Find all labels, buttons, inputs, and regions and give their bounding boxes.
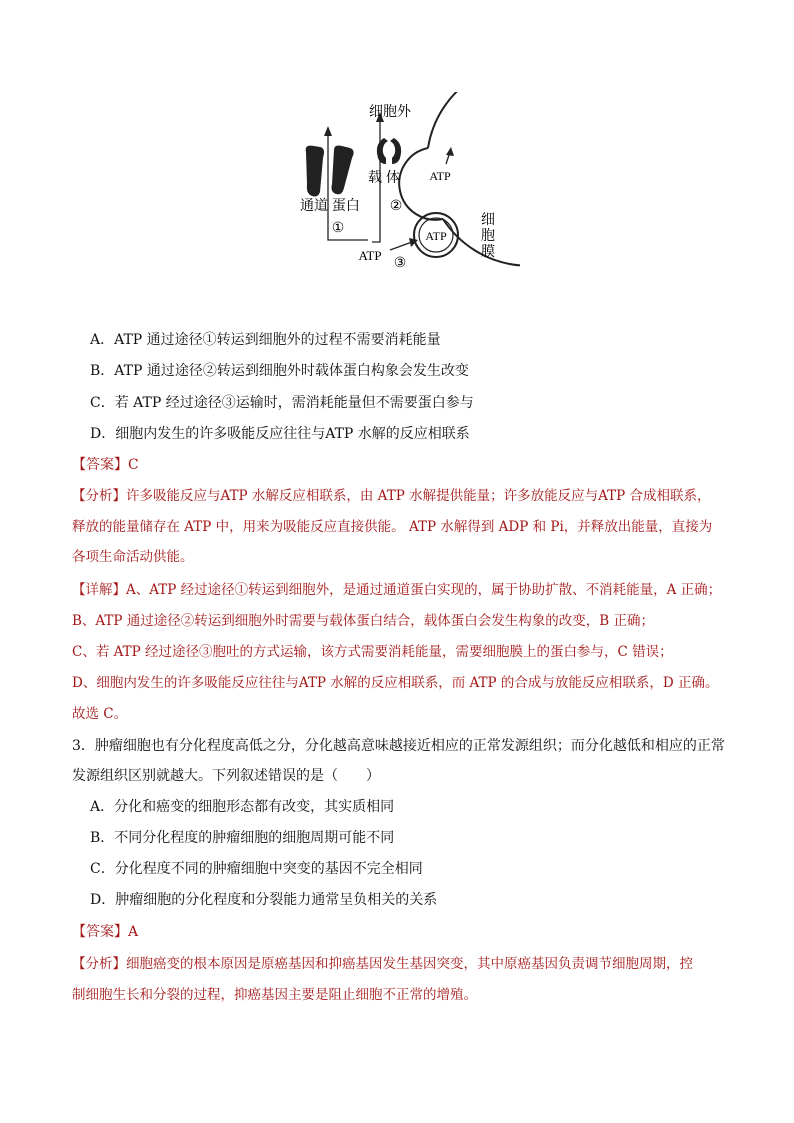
q3-stem-line-2: 发源组织区别就越大。下列叙述错误的是（ ） — [72, 768, 380, 784]
label-carrier: 载 体 — [368, 169, 400, 185]
answer-value: C — [128, 457, 139, 473]
detail-tag: 【详解】 — [72, 582, 126, 598]
analysis-text: 许多吸能反应与ATP 水解反应相联系，由 ATP 水解提供能量；许多放能反应与ATP 合成相联系， — [126, 488, 711, 504]
label-outside: 细胞外 — [369, 103, 411, 119]
q2-option-a: A．ATP 通过途径①转运到细胞外的过程不需要消耗能量 — [90, 332, 441, 348]
q2-analysis-line-3: 各项生命活动供能。 — [72, 549, 194, 565]
answer-tag: 【答案】 — [72, 924, 128, 940]
carrier-protein-left — [377, 138, 388, 164]
q2-analysis-line-2: 释放的能量储存在 ATP 中，用来为吸能反应直接供能。 ATP 水解得到 ADP 和 Pi，并释放出能量，直接为 — [72, 519, 713, 535]
q2-answer — [72, 455, 139, 475]
label-membrane-1: 细 — [481, 211, 495, 227]
q2-option-b: B．ATP 通过途径②转运到细胞外时载体蛋白构象会发生改变 — [90, 363, 469, 379]
q3-analysis-line-1 — [72, 954, 693, 974]
channel-protein-right — [332, 146, 354, 195]
diagram-svg — [290, 92, 520, 322]
pathway-3-arrow — [390, 242, 412, 250]
q2-analysis-line-1 — [72, 486, 710, 506]
q3-option-a: A．分化和癌变的细胞形态都有改变，其实质相同 — [90, 799, 395, 815]
label-channel-protein: 通道 蛋白 — [300, 197, 360, 213]
label-pathway-2: ② — [389, 198, 403, 214]
q3-analysis-line-2: 制细胞生长和分裂的过程，抑癌基因主要是阻止细胞不正常的增殖。 — [72, 987, 477, 1003]
analysis-tag: 【分析】 — [72, 488, 126, 504]
label-atp-main: ATP — [358, 248, 382, 263]
q3-option-c: C．分化程度不同的肿瘤细胞中突变的基因不完全相同 — [90, 861, 423, 877]
label-atp-vesicle: ATP — [425, 229, 447, 243]
label-atp-released: ATP — [429, 169, 451, 183]
label-pathway-1: ① — [331, 220, 345, 236]
label-membrane-2: 胞 — [481, 227, 495, 243]
detail-text: A、ATP 经过途径①转运到细胞外，是通过通道蛋白实现的，属于协助扩散、不消耗能量，A 正确； — [126, 582, 722, 598]
answer-value: A — [128, 924, 139, 940]
channel-protein-left — [306, 146, 324, 197]
q2-option-c: C．若 ATP 经过途径③运输时，需消耗能量但不需要蛋白参与 — [90, 395, 474, 411]
q2-option-d: D．细胞内发生的许多吸能反应往往与ATP 水解的反应相联系 — [90, 426, 470, 442]
carrier-protein-right — [390, 138, 401, 164]
q2-detail-line-1 — [72, 580, 721, 600]
q2-detail-line-2: B、ATP 通过途径②转运到细胞外时需要与载体蛋白结合，载体蛋白会发生构象的改变，B 正确； — [72, 613, 655, 629]
label-pathway-3: ③ — [393, 255, 407, 271]
q2-detail-line-3: C、若 ATP 经过途径③胞吐的方式运输，该方式需要消耗能量，需要细胞膜上的蛋白参与，C 错误； — [72, 644, 673, 660]
q3-option-b: B．不同分化程度的肿瘤细胞的细胞周期可能不同 — [90, 830, 395, 846]
membrane-exocytosis-pocket — [399, 148, 443, 220]
label-membrane-3: 膜 — [481, 243, 495, 259]
q3-stem-line-1: 3．肿瘤细胞也有分化程度高低之分，分化越高意味越接近相应的正常发源组织；而分化越低和相应的正常 — [72, 738, 725, 754]
analysis-text: 细胞癌变的根本原因是原癌基因和抑癌基因发生基因突变，其中原癌基因负责调节细胞周期，控 — [126, 956, 693, 972]
q2-detail-line-5: 故选 C。 — [72, 706, 128, 722]
q3-option-d: D．肿瘤细胞的分化程度和分裂能力通常呈负相关的关系 — [90, 892, 438, 908]
analysis-tag: 【分析】 — [72, 956, 126, 972]
answer-tag: 【答案】 — [72, 457, 128, 473]
q3-answer — [72, 922, 138, 942]
membrane-transport-diagram — [290, 92, 520, 322]
q2-detail-line-4: D、细胞内发生的许多吸能反应往往与ATP 水解的反应相联系，而 ATP 的合成与放能反应相联系，D 正确。 — [72, 675, 719, 691]
